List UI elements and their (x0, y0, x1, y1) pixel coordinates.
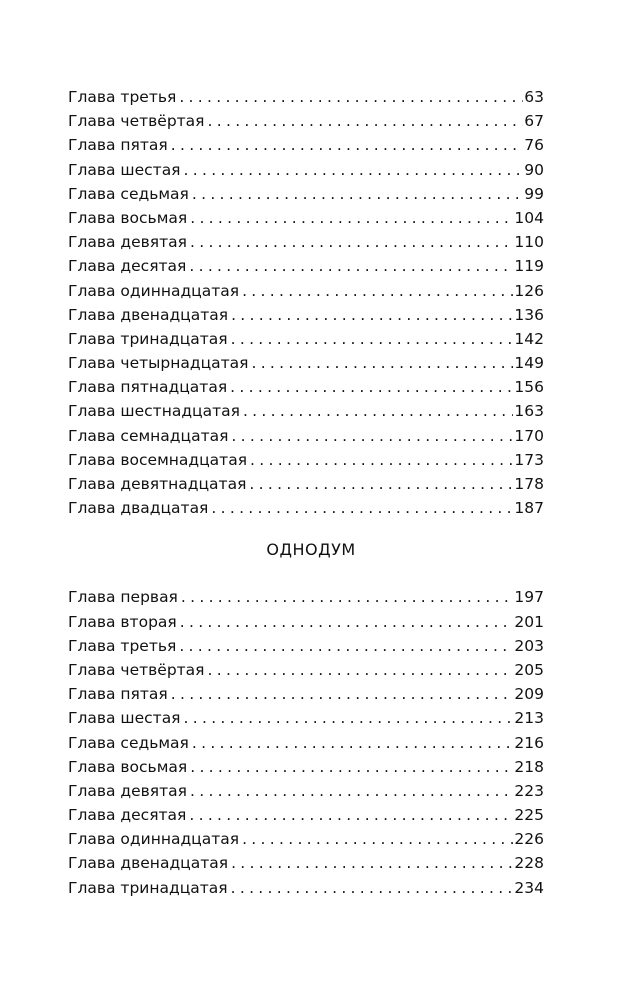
toc-entry-page-number: 178 (514, 475, 544, 493)
toc-entry-title: Глава шестая (68, 709, 181, 728)
toc-entry-page-number: 209 (514, 685, 544, 704)
toc-entry (68, 472, 544, 496)
toc-entry-page-number: 234 (514, 878, 544, 897)
toc-entry-title: Глава вторая (68, 612, 177, 631)
toc-entry (68, 303, 544, 327)
toc-entry-title: Глава четвёртая (68, 112, 205, 131)
toc-entry-title: Глава пятая (68, 136, 168, 155)
toc-entry-page-number: 163 (514, 402, 544, 421)
toc-entry-title: Глава седьмая (68, 184, 189, 203)
toc-entry-page-number: 201 (514, 612, 544, 631)
toc-entry (68, 254, 544, 278)
toc-entry (68, 375, 544, 399)
toc-entry-title: Глава четвёртая (68, 660, 205, 679)
toc-entry (68, 682, 544, 706)
toc-entry (68, 399, 544, 423)
toc-entry (68, 109, 544, 133)
toc-entry (68, 85, 544, 109)
toc-entry (68, 827, 544, 851)
toc-entry (68, 658, 544, 682)
toc-dot-leader (231, 327, 514, 351)
toc-dot-leader (190, 230, 513, 254)
toc-dot-leader (181, 585, 514, 609)
toc-entry-page-number: 213 (514, 709, 544, 728)
toc-dot-leader (184, 158, 524, 182)
toc-entry-title: Глава десятая (68, 806, 187, 825)
toc-entry-title: Глава шестая (68, 160, 181, 179)
toc-entry-page-number: 90 (524, 160, 544, 179)
toc-entry-title: Глава восемнадцатая (68, 450, 248, 469)
toc-dot-leader (208, 109, 524, 133)
toc-dot-leader (242, 279, 513, 303)
toc-entry-page-number: 119 (514, 257, 544, 276)
toc-entry-page-number: 99 (524, 184, 544, 203)
toc-entry (68, 230, 544, 254)
toc-entry-page-number: 136 (514, 305, 544, 324)
toc-entry-page-number: 197 (514, 588, 544, 607)
toc-entry-page-number: 216 (514, 733, 544, 752)
toc-dot-leader (211, 496, 513, 520)
toc-entry-title: Глава девятая (68, 233, 187, 252)
table-of-contents (68, 85, 544, 900)
toc-entry-title: Глава десятая (68, 257, 187, 276)
toc-entry-title: Глава первая (68, 588, 178, 607)
toc-entry-title: Глава пятая (68, 685, 168, 704)
toc-dot-leader (249, 472, 513, 496)
toc-entry-title: Глава пятнадцатая (68, 378, 228, 397)
toc-entry-title: Глава двенадцатая (68, 305, 229, 324)
toc-dot-leader (189, 803, 513, 827)
toc-dot-leader (192, 182, 523, 206)
toc-dot-leader (242, 827, 513, 851)
toc-entry (68, 133, 544, 157)
toc-entry-title: Глава девятнадцатая (68, 475, 247, 493)
toc-entry (68, 851, 544, 875)
toc-entry (68, 206, 544, 230)
toc-entry-page-number: 226 (514, 830, 544, 849)
toc-entry-title: Глава тринадцатая (68, 878, 228, 897)
toc-entry (68, 279, 544, 303)
toc-dot-leader (184, 706, 514, 730)
toc-entry-page-number: 104 (514, 208, 544, 227)
toc-list-section-1 (68, 85, 544, 520)
toc-entry (68, 351, 544, 375)
toc-entry-page-number: 205 (514, 660, 544, 679)
toc-list-section-2 (68, 585, 544, 899)
toc-entry-page-number: 63 (524, 88, 544, 106)
toc-entry (68, 755, 544, 779)
toc-entry-title: Глава двадцатая (68, 499, 209, 518)
section-heading-odnodum: ОДНОДУМ (266, 540, 356, 560)
toc-dot-leader (251, 351, 513, 375)
toc-entry-page-number: 142 (514, 329, 544, 348)
toc-dot-leader (171, 133, 524, 157)
toc-dot-leader (190, 206, 513, 230)
toc-dot-leader (180, 610, 514, 634)
toc-entry-page-number: 173 (514, 450, 544, 469)
toc-entry-title: Глава двенадцатая (68, 854, 229, 873)
toc-dot-leader (192, 731, 514, 755)
toc-entry-page-number: 156 (514, 378, 544, 397)
toc-entry (68, 731, 544, 755)
toc-dot-leader (231, 424, 513, 448)
toc-entry-page-number: 203 (514, 636, 544, 655)
toc-dot-leader (190, 755, 513, 779)
toc-entry-title: Глава третья (68, 88, 177, 106)
toc-entry (68, 158, 544, 182)
toc-entry (68, 779, 544, 803)
toc-entry (68, 803, 544, 827)
toc-entry-title: Глава девятая (68, 781, 187, 800)
toc-entry-title: Глава восьмая (68, 208, 188, 227)
toc-dot-leader (231, 876, 514, 900)
toc-entry (68, 182, 544, 206)
toc-entry (68, 706, 544, 730)
toc-dot-leader (189, 254, 513, 278)
toc-entry-page-number: 218 (514, 757, 544, 776)
toc-entry-page-number: 149 (514, 354, 544, 373)
toc-dot-leader (231, 851, 513, 875)
toc-dot-leader (190, 779, 513, 803)
toc-entry-title: Глава седьмая (68, 733, 189, 752)
toc-entry (68, 424, 544, 448)
toc-entry-title: Глава тринадцатая (68, 329, 228, 348)
toc-entry-page-number: 110 (514, 233, 544, 252)
toc-dot-leader (230, 375, 513, 399)
toc-entry-title: Глава шестнадцатая (68, 402, 240, 421)
toc-entry-page-number: 67 (524, 112, 544, 131)
toc-dot-leader (179, 634, 513, 658)
toc-entry (68, 496, 544, 520)
toc-entry-title: Глава одиннадцатая (68, 830, 240, 849)
toc-entry-page-number: 170 (514, 426, 544, 445)
toc-dot-leader (231, 303, 513, 327)
toc-entry (68, 634, 544, 658)
toc-dot-leader (243, 399, 513, 423)
toc-entry-page-number: 187 (514, 499, 544, 518)
toc-entry-title: Глава семнадцатая (68, 426, 229, 445)
toc-entry (68, 876, 544, 900)
toc-entry (68, 327, 544, 351)
toc-entry-page-number: 228 (514, 854, 544, 873)
toc-dot-leader (171, 682, 514, 706)
toc-entry-title: Глава третья (68, 636, 177, 655)
toc-entry-title: Глава восьмая (68, 757, 188, 776)
toc-entry (68, 585, 544, 609)
toc-dot-leader (179, 85, 523, 109)
toc-entry-page-number: 225 (514, 806, 544, 825)
toc-entry-page-number: 76 (524, 136, 544, 155)
toc-entry-title: Глава четырнадцатая (68, 354, 249, 373)
toc-dot-leader (208, 658, 514, 682)
toc-entry-page-number: 223 (514, 781, 544, 800)
toc-entry (68, 448, 544, 472)
toc-entry-title: Глава одиннадцатая (68, 281, 240, 300)
toc-dot-leader (250, 448, 513, 472)
toc-entry (68, 610, 544, 634)
toc-entry-page-number: 126 (514, 281, 544, 300)
